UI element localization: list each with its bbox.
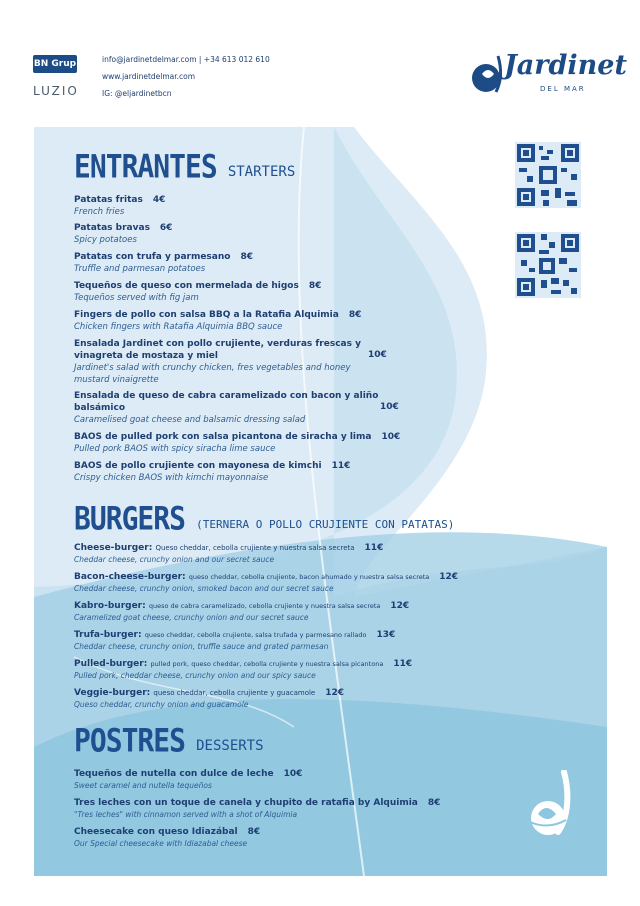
item-translation: Sweet caramel and nutella tequeños (74, 781, 212, 790)
menu-item (74, 768, 514, 792)
item-translation: Truffle and parmesan potatoes (74, 264, 206, 274)
burgers-title: BURGERS (74, 499, 186, 538)
item-name: Veggie-burger: (74, 688, 151, 698)
menu-item (74, 797, 514, 821)
menu-item (74, 309, 514, 333)
item-translation: Caramelized goat cheese, crunchy onion and our secret sauce (74, 613, 309, 622)
item-name-line2: balsámico (74, 403, 126, 413)
item-translation: Queso cheddar, crunchy onion and guacamole (74, 700, 249, 709)
item-translation: Jardinet's salad with crunchy chicken, fres vegetables and honey (74, 363, 351, 373)
item-translation: "Tres leches" with cinnamon served with a shot of Alquimia (74, 810, 298, 819)
item-price: 8€ (247, 827, 261, 837)
item-translation: Pulled pork, cheddar cheese, crunchy onion and our spicy sauce (74, 671, 316, 680)
item-description: queso de cabra caramelizado, cebolla crujiente y nuestra salsa secreta (148, 602, 381, 610)
item-description: queso cheddar, cebolla crujiente, salsa trufada y parmesano rallado (144, 631, 367, 639)
item-name: Ensalada de queso de cabra caramelizado con bacon y aliño (74, 391, 379, 401)
menu-item (74, 431, 514, 455)
item-price: 11€ (364, 543, 384, 553)
item-translation: Chicken fingers with Ratafia Alquimia BBQ sauce (74, 322, 283, 332)
item-name: Pulled-burger: (74, 659, 148, 669)
item-name: Patatas bravas (74, 223, 150, 233)
item-name: Tequeños de nutella con dulce de leche (74, 769, 274, 779)
item-name: Tres leches con un toque de canela y chupito de ratafia by Alquimia (74, 798, 418, 808)
jardinet-brand-logo (468, 48, 627, 98)
starters-title: ENTRANTES (74, 147, 217, 186)
desserts-title: POSTRES (74, 721, 186, 760)
item-price: 11€ (393, 659, 413, 669)
item-description: Queso cheddar, cebolla crujiente y nuestra salsa secreta (155, 544, 355, 552)
item-name: Trufa-burger: (74, 630, 142, 640)
brand-name: Jardinet (504, 50, 627, 81)
item-price: 10€ (368, 350, 387, 360)
contact-instagram[interactable]: IG: @eljardinetbcn (102, 89, 172, 98)
desserts-subtitle: DESSERTS (196, 738, 264, 754)
bn-grup-logo: BN Grup (33, 55, 77, 73)
item-name: Kabro-burger: (74, 601, 146, 611)
jardinet-mark-icon (524, 770, 580, 842)
contact-web[interactable]: www.jardinetdelmar.com (102, 72, 196, 81)
qr-code-icon[interactable] (515, 232, 581, 298)
item-name: Patatas fritas (74, 195, 143, 205)
item-name: Cheesecake con queso Idiazábal (74, 827, 238, 837)
item-price: 10€ (283, 769, 303, 779)
brand-subtitle: DEL MAR (540, 85, 586, 93)
item-name: BAOS de pollo crujiente con mayonesa de kimchi (74, 461, 322, 471)
item-translation: French fries (74, 207, 125, 217)
item-name: Cheese-burger: (74, 543, 153, 553)
item-name: Bacon-cheese-burger: (74, 572, 186, 582)
item-translation: Cheddar cheese, crunchy onion, truffle sauce and grated parmesan (74, 642, 329, 651)
item-name-line2: vinagreta de mostaza y miel (74, 351, 218, 361)
section-title-starters (74, 147, 296, 186)
menu-item (74, 629, 554, 653)
section-title-desserts (74, 721, 264, 760)
item-description: pulled pork, queso cheddar, cebolla crujiente y nuestra salsa picantona (150, 660, 384, 668)
item-translation: Cheddar cheese, crunchy onion and our secret sauce (74, 555, 275, 564)
menu-item (74, 280, 514, 304)
menu-item (74, 222, 514, 246)
menu-item (74, 600, 554, 624)
contact-email-phone[interactable]: info@jardinetdelmar.com | +34 613 012 610 (102, 55, 270, 64)
item-translation: Crispy chicken BAOS with kimchi mayonnaise (74, 473, 269, 483)
item-price: 8€ (427, 798, 441, 808)
qr-code-icon[interactable] (515, 142, 581, 208)
item-price: 10€ (381, 432, 401, 442)
item-name: BAOS de pulled pork con salsa picantona de siracha y lima (74, 432, 372, 442)
luzio-logo: LUZIO (33, 84, 79, 98)
item-price: 8€ (308, 281, 322, 291)
item-translation: Cheddar cheese, crunchy onion, smoked bacon and our secret sauce (74, 584, 334, 593)
starters-subtitle: STARTERS (227, 164, 296, 180)
item-name: Ensalada Jardinet con pollo crujiente, verduras frescas y (74, 339, 361, 349)
menu-item (74, 194, 514, 218)
item-description: queso cheddar, cebolla crujiente, bacon ahumado y nuestra salsa secreta (188, 573, 430, 581)
brand-d-icon (468, 52, 508, 96)
item-price: 10€ (380, 402, 399, 412)
section-title-burgers (74, 499, 455, 538)
item-name: Fingers de pollo con salsa BBQ a la Ratafia Alquimia (74, 310, 339, 320)
menu-item (74, 390, 514, 426)
menu-item (74, 460, 514, 484)
item-price: 12€ (390, 601, 410, 611)
item-price: 8€ (240, 252, 253, 262)
item-price: 11€ (331, 461, 351, 471)
item-name: Patatas con trufa y parmesano (74, 252, 231, 262)
item-price: 8€ (348, 310, 362, 320)
item-price: 4€ (152, 195, 166, 205)
item-description: queso cheddar, cebolla crujiente y guacamole (153, 689, 316, 697)
item-translation: Spicy potatoes (74, 235, 137, 245)
header (0, 0, 640, 130)
item-price: 13€ (376, 630, 396, 640)
item-translation: Caramelised goat cheese and balsamic dressing salad (74, 415, 306, 425)
menu-item (74, 542, 554, 566)
menu-item (74, 687, 554, 711)
menu-item (74, 338, 514, 386)
menu-item (74, 251, 514, 275)
item-translation: Tequeños served with fig jam (74, 293, 199, 303)
item-translation-line2: mustard vinaigrette (74, 375, 159, 385)
item-name: Tequeños de queso con mermelada de higos (74, 281, 299, 291)
item-translation: Pulled pork BAOS with spicy siracha lime sauce (74, 444, 276, 454)
menu-item (74, 826, 514, 850)
burgers-subtitle: (TERNERA O POLLO CRUJIENTE CON PATATAS) (196, 518, 455, 531)
menu-item (74, 658, 554, 682)
item-translation: Our Special cheesecake with Idiazabal cheese (74, 839, 248, 848)
item-price: 12€ (439, 572, 459, 582)
menu-item (74, 571, 574, 595)
item-price: 12€ (325, 688, 345, 698)
item-price: 6€ (159, 223, 173, 233)
